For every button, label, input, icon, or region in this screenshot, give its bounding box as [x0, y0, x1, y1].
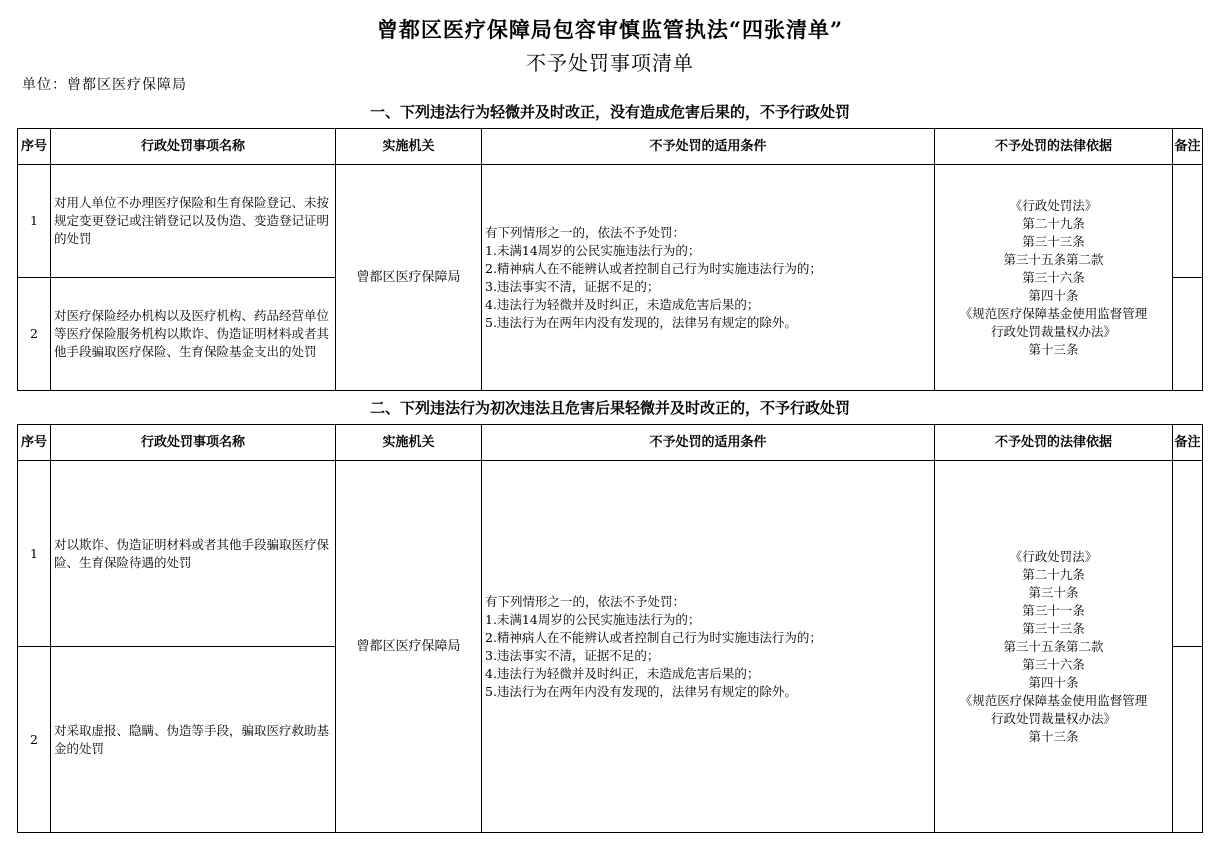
basis-line: 第三十五条第二款: [1003, 638, 1104, 654]
table-section-1: [17, 128, 1203, 391]
row-legal-basis: [935, 461, 1173, 833]
row-condition: [482, 461, 935, 833]
row-seq: 1: [18, 461, 51, 647]
condition-line: 2.精神病人在不能辨认或者控制自己行为时实施违法行为的；: [485, 260, 822, 276]
table-header-row: [18, 129, 1203, 165]
section-heading-2: 二、下列违法行为初次违法且危害后果轻微并及时改正的，不予行政处罚: [369, 399, 850, 417]
row-item-name: 对采取虚报、隐瞒、伪造等手段，骗取医疗救助基金的处罚: [51, 647, 336, 833]
basis-line: 第三十三条: [1022, 233, 1085, 249]
table-row: [18, 461, 1203, 647]
basis-line: 第三十六条: [1022, 269, 1085, 285]
col-header-org: 实施机关: [336, 129, 482, 165]
row-org: 曾都区医疗保障局: [336, 165, 482, 391]
row-item-name: 对用人单位不办理医疗保险和生育保险登记、未按规定变更登记或注销登记以及伪造、变造登记证明的处罚: [51, 165, 336, 278]
basis-line: 第三十五条第二款: [1003, 251, 1104, 267]
row-remark: [1173, 278, 1203, 391]
condition-line: 5.违法行为在两年内没有发现的，法律另有规定的除外。: [485, 683, 797, 699]
col-header-remark: 备注: [1173, 425, 1203, 461]
row-remark: [1173, 461, 1203, 647]
condition-line: 1.未满14周岁的公民实施违法行为的；: [485, 242, 701, 258]
col-header-org: 实施机关: [336, 425, 482, 461]
col-header-basis: 不予处罚的法律依据: [935, 129, 1173, 165]
table-section-2: [17, 424, 1203, 833]
basis-line: 第三十三条: [1022, 620, 1085, 636]
basis-line: 第十三条: [1028, 728, 1079, 744]
basis-line: 《行政处罚法》: [1009, 548, 1098, 564]
basis-line: 《规范医疗保障基金使用监督管理: [959, 692, 1148, 708]
row-item-name: 对医疗保险经办机构以及医疗机构、药品经营单位等医疗保险服务机构以欺诈、伪造证明材料或者其他手段骗取医疗保险、生育保险基金支出的处罚: [51, 278, 336, 391]
condition-line: 4.违法行为轻微并及时纠正，未造成危害后果的；: [485, 665, 760, 681]
row-org: 曾都区医疗保障局: [336, 461, 482, 833]
condition-line: 2.精神病人在不能辨认或者控制自己行为时实施违法行为的；: [485, 629, 822, 645]
row-remark: [1173, 647, 1203, 833]
basis-line: 第三十六条: [1022, 656, 1085, 672]
basis-line: 《行政处罚法》: [1009, 197, 1098, 213]
basis-line: 第二十九条: [1022, 215, 1085, 231]
condition-line: 有下列情形之一的，依法不予处罚：: [485, 593, 686, 609]
basis-line: 《规范医疗保障基金使用监督管理: [959, 305, 1148, 321]
basis-line: 行政处罚裁量权办法》: [990, 323, 1116, 339]
basis-line: 第十三条: [1028, 341, 1079, 357]
row-legal-basis: [935, 165, 1173, 391]
basis-line: 第二十九条: [1022, 566, 1085, 582]
section-heading-1: 一、下列违法行为轻微并及时改正，没有造成危害后果的，不予行政处罚: [369, 103, 850, 121]
basis-line: 第三十一条: [1022, 602, 1085, 618]
condition-line: 4.违法行为轻微并及时纠正，未造成危害后果的；: [485, 296, 760, 312]
condition-line: 5.违法行为在两年内没有发现的，法律另有规定的除外。: [485, 314, 797, 330]
col-header-condition: 不予处罚的适用条件: [482, 425, 935, 461]
condition-line: 3.违法事实不清，证据不足的；: [485, 647, 660, 663]
row-seq: 2: [18, 647, 51, 833]
row-seq: 1: [18, 165, 51, 278]
page-title: 曾都区医疗保障局包容审慎监管执法“四张清单”: [376, 17, 844, 42]
row-item-name: 对以欺诈、伪造证明材料或者其他手段骗取医疗保险、生育保险待遇的处罚: [51, 461, 336, 647]
table-header-row: [18, 425, 1203, 461]
basis-line: 第三十条: [1028, 584, 1079, 600]
col-header-remark: 备注: [1173, 129, 1203, 165]
col-header-seq: 序号: [18, 129, 51, 165]
col-header-name: 行政处罚事项名称: [51, 129, 336, 165]
basis-line: 第四十条: [1028, 287, 1079, 303]
condition-line: 有下列情形之一的，依法不予处罚：: [485, 224, 686, 240]
row-seq: 2: [18, 278, 51, 391]
basis-line: 第四十条: [1028, 674, 1079, 690]
basis-line: 行政处罚裁量权办法》: [990, 710, 1116, 726]
row-condition: [482, 165, 935, 391]
condition-line: 1.未满14周岁的公民实施违法行为的；: [485, 611, 701, 627]
unit-label: 单位：曾都区医疗保障局: [22, 77, 187, 93]
col-header-seq: 序号: [18, 425, 51, 461]
col-header-basis: 不予处罚的法律依据: [935, 425, 1173, 461]
page-subtitle: 不予处罚事项清单: [526, 51, 694, 75]
condition-line: 3.违法事实不清，证据不足的；: [485, 278, 660, 294]
col-header-condition: 不予处罚的适用条件: [482, 129, 935, 165]
col-header-name: 行政处罚事项名称: [51, 425, 336, 461]
table-row: [18, 165, 1203, 278]
row-remark: [1173, 165, 1203, 278]
